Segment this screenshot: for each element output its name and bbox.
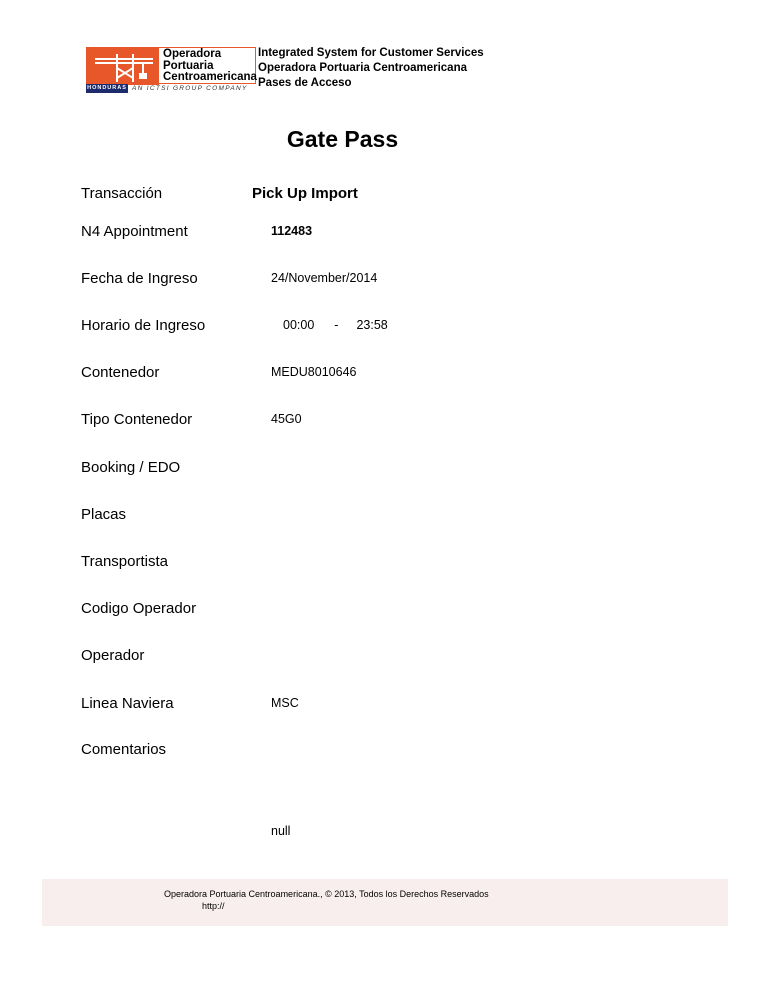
value-contenedor: MEDU8010646 bbox=[271, 365, 357, 379]
logo-tagline: AN ICTSI GROUP COMPANY bbox=[132, 85, 248, 92]
footer-url: http:// bbox=[202, 901, 225, 911]
label-fecha: Fecha de Ingreso bbox=[81, 270, 198, 287]
header-line-2: Operadora Portuaria Centroamericana bbox=[258, 62, 467, 74]
horario-separator: - bbox=[334, 318, 339, 332]
logo-wordmark bbox=[163, 49, 257, 84]
system-header bbox=[258, 46, 484, 91]
value-fecha: 24/November/2014 bbox=[271, 271, 378, 285]
logo-line-1: Operadora bbox=[163, 48, 222, 60]
crane-icon bbox=[87, 48, 159, 85]
label-transaccion: Transacción bbox=[81, 185, 163, 202]
logo-country-badge: HONDURAS bbox=[87, 85, 127, 91]
label-placas: Placas bbox=[81, 506, 127, 523]
logo-frame bbox=[86, 47, 256, 84]
horario-to: 23:58 bbox=[356, 318, 388, 332]
value-appointment: 112483 bbox=[271, 224, 313, 238]
value-comentarios: null bbox=[271, 824, 291, 838]
value-horario bbox=[283, 318, 388, 332]
value-tipo: 45G0 bbox=[271, 412, 302, 426]
label-operador: Operador bbox=[81, 647, 145, 664]
logo-line-3: Centroamericana bbox=[163, 71, 257, 83]
label-booking: Booking / EDO bbox=[81, 459, 181, 476]
logo-line-2: Portuaria bbox=[163, 59, 214, 72]
label-comentarios: Comentarios bbox=[81, 741, 167, 758]
label-linea-naviera: Linea Naviera bbox=[81, 695, 174, 712]
page-footer bbox=[42, 879, 728, 926]
value-linea-naviera: MSC bbox=[271, 696, 299, 710]
horario-from: 00:00 bbox=[283, 318, 315, 332]
label-codigo-operador: Codigo Operador bbox=[81, 600, 197, 617]
label-contenedor: Contenedor bbox=[81, 364, 160, 381]
page-title: Gate Pass bbox=[286, 126, 399, 152]
label-horario: Horario de Ingreso bbox=[81, 317, 206, 334]
company-logo bbox=[86, 47, 256, 93]
header-line-3: Pases de Acceso bbox=[258, 77, 352, 89]
label-tipo: Tipo Contenedor bbox=[81, 411, 193, 428]
footer-copyright: Operadora Portuaria Centroamericana., © 2013, Todos los Derechos Reservados bbox=[164, 889, 489, 899]
label-transportista: Transportista bbox=[81, 553, 168, 570]
label-appointment: N4 Appointment bbox=[81, 223, 188, 240]
header-line-1: Integrated System for Customer Services bbox=[258, 47, 484, 59]
value-transaccion: Pick Up Import bbox=[252, 185, 358, 202]
